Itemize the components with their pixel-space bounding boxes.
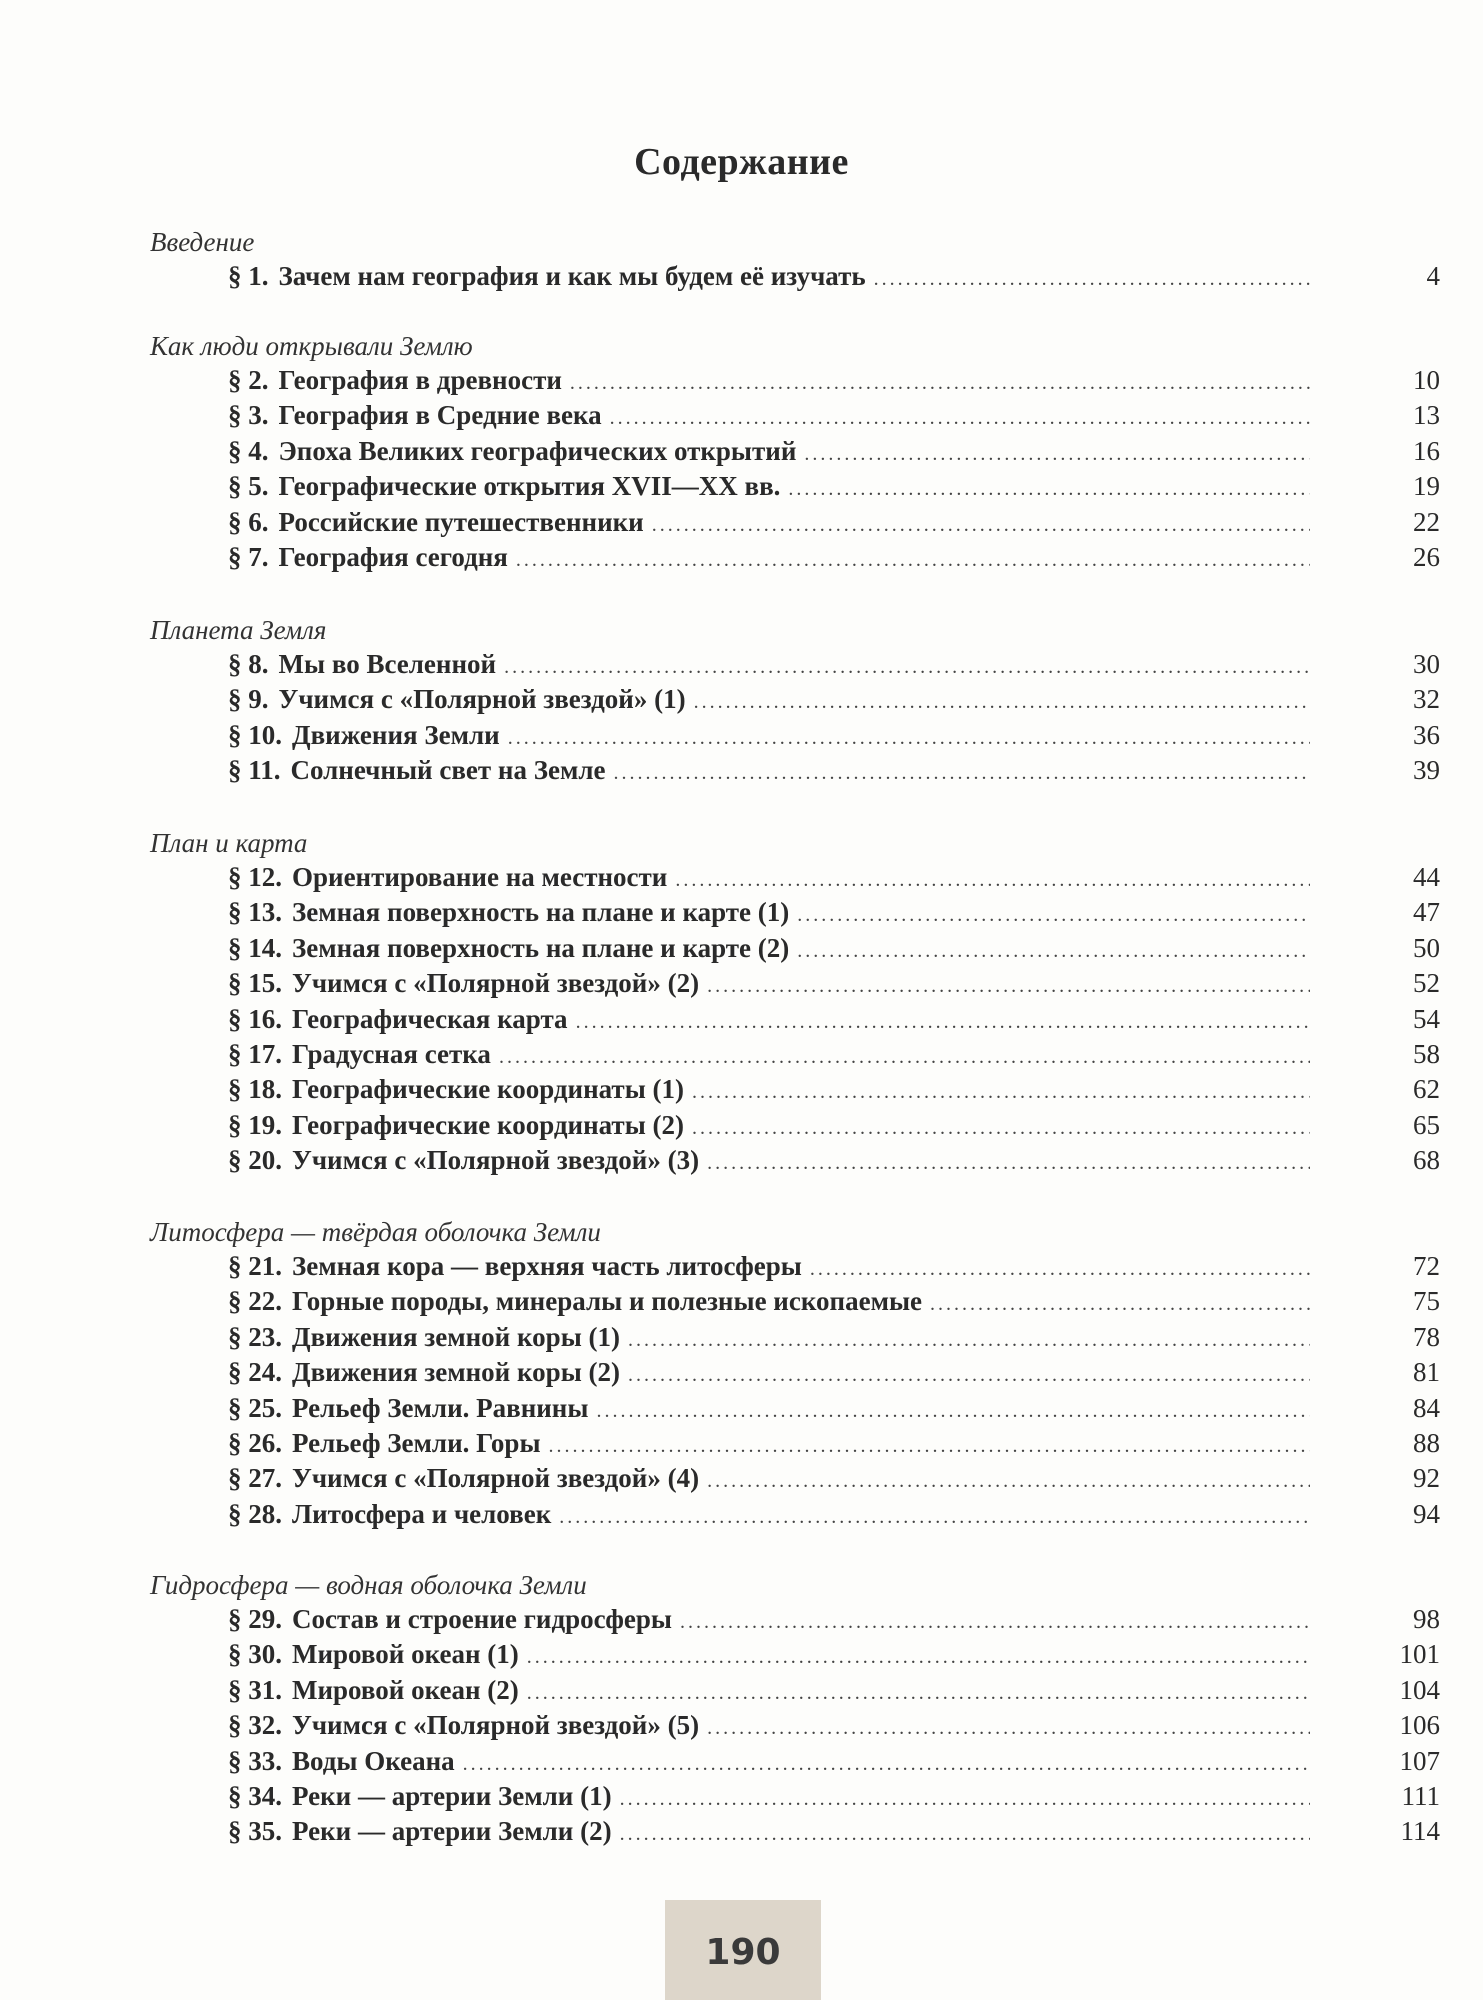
toc-entry[interactable] (150, 1037, 1440, 1072)
dot-leader (549, 1429, 1310, 1464)
paragraph-number: § 21. (228, 1251, 282, 1281)
toc-entry[interactable] (150, 931, 1440, 966)
paragraph-number: § 4. (228, 435, 269, 466)
paragraph-number: § 2. (228, 365, 269, 395)
dot-leader (620, 1817, 1310, 1852)
page-number: 190 (705, 1932, 781, 1973)
entry-title: Мы во Вселенной (278, 649, 497, 679)
toc-section (150, 1569, 1440, 1850)
paragraph-number: § 32. (228, 1710, 282, 1741)
toc-entry[interactable] (150, 1249, 1440, 1284)
paragraph-number: § 33. (228, 1745, 282, 1776)
paragraph-number: § 18. (228, 1074, 282, 1105)
page-number-box (665, 1900, 821, 2000)
entry-title: Состав и строение гидросферы (292, 1604, 673, 1634)
entry-title: Зачем нам география и как мы будем её изучать (278, 261, 866, 291)
dot-leader (804, 437, 1310, 472)
entry-page: 81 (1413, 1357, 1440, 1388)
entry-title: Рельеф Земли. Горы (292, 1427, 541, 1458)
toc-entry[interactable] (150, 469, 1440, 504)
paragraph-number: § 11. (228, 755, 281, 786)
entry-page: 16 (1413, 435, 1440, 466)
toc-entry[interactable] (150, 1108, 1440, 1143)
entry-title: Реки — артерии Земли (2) (292, 1816, 612, 1847)
entry-title: Российские путешественники (278, 506, 644, 537)
dot-leader (620, 1782, 1310, 1817)
dot-leader (613, 756, 1310, 791)
entry-title: Земная поверхность на плане и карте (2) (292, 932, 790, 963)
entry-page: 75 (1413, 1286, 1440, 1317)
entry-title: Движения Земли (292, 719, 500, 750)
section-heading: Литосфера — твёрдая оболочка Земли (150, 1217, 601, 1247)
entry-page: 4 (1426, 261, 1440, 291)
paragraph-number: § 19. (228, 1109, 282, 1140)
toc-entry[interactable] (150, 1744, 1440, 1779)
entry-page: 98 (1413, 1604, 1440, 1634)
toc-entry[interactable] (150, 1673, 1440, 1708)
dot-leader (797, 898, 1310, 933)
toc-entry[interactable] (150, 647, 1440, 682)
entry-page: 107 (1399, 1745, 1440, 1776)
dot-leader (680, 1605, 1310, 1640)
paragraph-number: § 30. (228, 1639, 282, 1670)
entry-title: География в Средние века (278, 400, 602, 431)
toc-entry[interactable] (150, 966, 1440, 1001)
entry-page: 92 (1413, 1463, 1440, 1494)
toc-entry[interactable] (150, 540, 1440, 575)
dot-leader (527, 1640, 1310, 1675)
entry-page: 106 (1399, 1710, 1440, 1741)
entry-page: 68 (1413, 1145, 1440, 1176)
entry-title: Географическая карта (292, 1003, 568, 1034)
toc-entry[interactable] (150, 1814, 1440, 1849)
paragraph-number: § 13. (228, 897, 282, 928)
toc-entry[interactable] (150, 1461, 1440, 1496)
entry-page: 44 (1413, 862, 1440, 892)
entry-title: Земная поверхность на плане и карте (1) (292, 897, 790, 928)
paragraph-number: § 34. (228, 1780, 282, 1811)
entry-title: Учимся с «Полярной звездой» (2) (292, 968, 700, 999)
paragraph-number: § 27. (228, 1463, 282, 1494)
entry-page: 114 (1400, 1816, 1440, 1847)
dot-leader (610, 401, 1310, 436)
paragraph-number: § 24. (228, 1357, 282, 1388)
paragraph-number: § 16. (228, 1003, 282, 1034)
page-title: Содержание (634, 141, 849, 183)
entry-page: 36 (1413, 719, 1440, 750)
entry-title: Рельеф Земли. Равнины (292, 1392, 589, 1423)
toc-entry[interactable] (150, 1779, 1440, 1814)
toc-section (150, 330, 1440, 575)
dot-leader (788, 472, 1310, 507)
entry-page: 101 (1399, 1639, 1440, 1670)
paragraph-number: § 1. (228, 261, 269, 291)
entry-title: Эпоха Великих географических открытий (278, 435, 797, 466)
toc-entry[interactable] (150, 1497, 1440, 1532)
entry-title: Земная кора — верхняя часть литосферы (292, 1251, 802, 1281)
entry-title: Учимся с «Полярной звездой» (3) (292, 1145, 700, 1176)
dot-leader (559, 1500, 1310, 1535)
entry-page: 62 (1413, 1074, 1440, 1105)
dot-leader (504, 650, 1310, 685)
paragraph-number: § 22. (228, 1286, 282, 1317)
entry-title: Воды Океана (292, 1745, 455, 1776)
toc-entry[interactable] (150, 1002, 1440, 1037)
entry-title: Географические координаты (2) (292, 1109, 685, 1140)
dot-leader (527, 1676, 1310, 1711)
dot-leader (707, 1464, 1310, 1499)
toc-section (150, 614, 1440, 789)
entry-page: 22 (1413, 506, 1440, 537)
dot-leader (652, 508, 1310, 543)
toc-entry[interactable] (150, 1072, 1440, 1107)
paragraph-number: § 9. (228, 684, 269, 715)
paragraph-number: § 35. (228, 1816, 282, 1847)
paragraph-number: § 20. (228, 1145, 282, 1176)
entry-title: Географические открытия XVII—XX вв. (278, 471, 781, 502)
dot-leader (675, 863, 1310, 898)
entry-page: 72 (1413, 1251, 1440, 1281)
paragraph-number: § 12. (228, 862, 282, 892)
paragraph-number: § 6. (228, 506, 269, 537)
entry-page: 52 (1413, 968, 1440, 999)
toc-entry[interactable] (150, 1143, 1440, 1178)
entry-page: 58 (1413, 1038, 1440, 1069)
entry-page: 26 (1413, 541, 1440, 572)
dot-leader (692, 1075, 1310, 1110)
paragraph-number: § 29. (228, 1604, 282, 1634)
toc-entry[interactable] (150, 1602, 1440, 1637)
dot-leader (508, 721, 1310, 756)
toc-entry[interactable] (150, 259, 1440, 294)
dot-leader (692, 1111, 1310, 1146)
entry-title: Горные породы, минералы и полезные ископаемые (292, 1286, 923, 1317)
dot-leader (570, 366, 1310, 401)
paragraph-number: § 31. (228, 1674, 282, 1705)
toc-entry[interactable] (150, 1355, 1440, 1390)
toc-entry[interactable] (150, 434, 1440, 469)
entry-page: 54 (1413, 1003, 1440, 1034)
entry-page: 111 (1401, 1780, 1440, 1811)
entry-page: 30 (1413, 649, 1440, 679)
dot-leader (576, 1005, 1310, 1040)
toc-entry[interactable] (150, 398, 1440, 433)
toc-entry[interactable] (150, 1284, 1440, 1319)
paragraph-number: § 10. (228, 719, 282, 750)
entry-title: Учимся с «Полярной звездой» (4) (292, 1463, 700, 1494)
dot-leader (596, 1394, 1310, 1429)
section-heading: Планета Земля (150, 615, 327, 645)
entry-title: Литосфера и человек (292, 1498, 552, 1529)
entry-page: 39 (1413, 755, 1440, 786)
dot-leader (707, 1146, 1310, 1181)
paragraph-number: § 23. (228, 1321, 282, 1352)
entry-page: 94 (1413, 1498, 1440, 1529)
toc-section (150, 226, 1440, 294)
toc-entry[interactable] (150, 682, 1440, 717)
entry-title: Географические координаты (1) (292, 1074, 685, 1105)
entry-title: Учимся с «Полярной звездой» (1) (278, 684, 686, 715)
entry-page: 84 (1413, 1392, 1440, 1423)
dot-leader (707, 1711, 1310, 1746)
dot-leader (463, 1747, 1310, 1782)
toc-entry[interactable] (150, 1391, 1440, 1426)
entry-title: Движения земной коры (2) (292, 1357, 621, 1388)
toc-entry[interactable] (150, 895, 1440, 930)
toc-entry[interactable] (150, 363, 1440, 398)
toc-section (150, 1216, 1440, 1532)
dot-leader (797, 934, 1310, 969)
toc-section (150, 827, 1440, 1179)
entry-title: Мировой океан (1) (292, 1639, 519, 1670)
entry-page: 10 (1413, 365, 1440, 395)
entry-page: 88 (1413, 1427, 1440, 1458)
entry-title: Учимся с «Полярной звездой» (5) (292, 1710, 700, 1741)
paragraph-number: § 26. (228, 1427, 282, 1458)
paragraph-number: § 17. (228, 1038, 282, 1069)
paragraph-number: § 5. (228, 471, 269, 502)
entry-page: 65 (1413, 1109, 1440, 1140)
entry-page: 78 (1413, 1321, 1440, 1352)
dot-leader (810, 1252, 1310, 1287)
entry-page: 13 (1413, 400, 1440, 431)
entry-title: География в древности (278, 365, 562, 395)
dot-leader (874, 262, 1310, 297)
entry-title: Реки — артерии Земли (1) (292, 1780, 612, 1811)
section-heading: Гидросфера — водная оболочка Земли (150, 1570, 587, 1600)
paragraph-number: § 25. (228, 1392, 282, 1423)
entry-title: Ориентирование на местности (292, 862, 668, 892)
entry-title: География сегодня (278, 541, 508, 572)
entry-title: Градусная сетка (292, 1038, 491, 1069)
toc-entry[interactable] (150, 1320, 1440, 1355)
entry-page: 47 (1413, 897, 1440, 928)
entry-page: 32 (1413, 684, 1440, 715)
section-heading: Введение (150, 227, 255, 257)
dot-leader (628, 1323, 1310, 1358)
entry-page: 50 (1413, 932, 1440, 963)
dot-leader (930, 1287, 1310, 1322)
paragraph-number: § 7. (228, 541, 269, 572)
toc-entry[interactable] (150, 1637, 1440, 1672)
toc-entry[interactable] (150, 718, 1440, 753)
toc-entry[interactable] (150, 860, 1440, 895)
toc-entry[interactable] (150, 505, 1440, 540)
section-heading: Как люди открывали Землю (150, 331, 473, 361)
dot-leader (628, 1358, 1310, 1393)
paragraph-number: § 14. (228, 932, 282, 963)
paragraph-number: § 3. (228, 400, 269, 431)
dot-leader (516, 543, 1310, 578)
dot-leader (694, 685, 1310, 720)
toc-entry[interactable] (150, 753, 1440, 788)
entry-page: 19 (1413, 471, 1440, 502)
dot-leader (499, 1040, 1310, 1075)
entry-title: Движения земной коры (1) (292, 1321, 621, 1352)
paragraph-number: § 28. (228, 1498, 282, 1529)
entry-title: Солнечный свет на Земле (290, 755, 606, 786)
dot-leader (707, 969, 1310, 1004)
toc-entry[interactable] (150, 1426, 1440, 1461)
toc-entry[interactable] (150, 1708, 1440, 1743)
section-heading: План и карта (150, 828, 308, 858)
paragraph-number: § 8. (228, 649, 269, 679)
paragraph-number: § 15. (228, 968, 282, 999)
entry-page: 104 (1399, 1674, 1440, 1705)
entry-title: Мировой океан (2) (292, 1674, 519, 1705)
